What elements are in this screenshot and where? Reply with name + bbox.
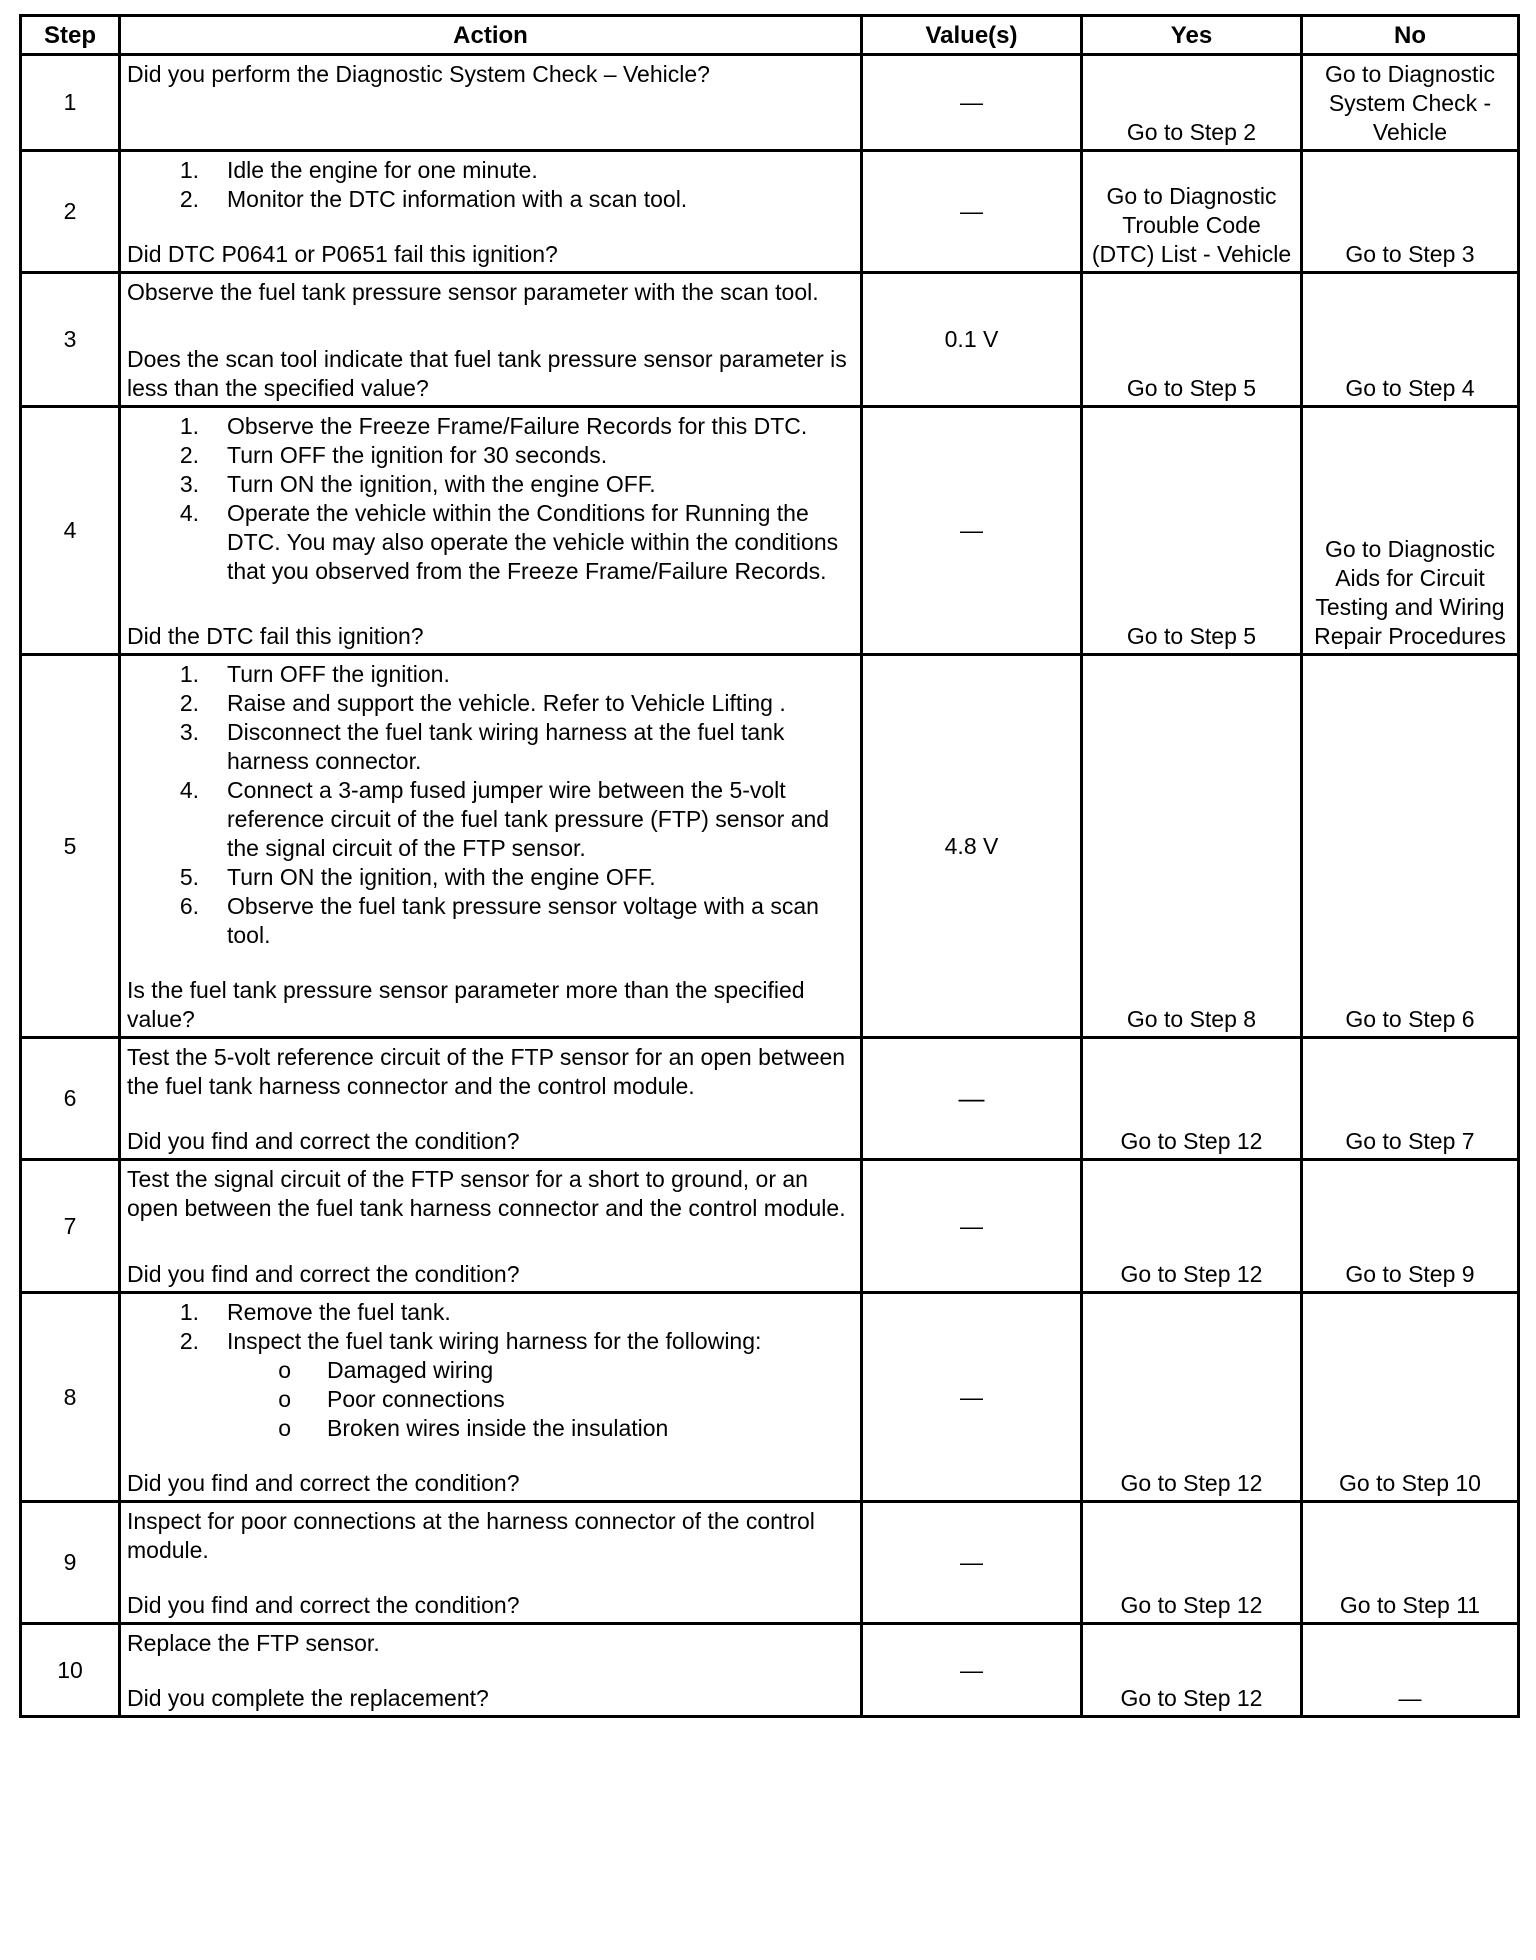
table-row <box>21 273 1519 407</box>
action-intro: Test the signal circuit of the FTP sensor for a short to ground, or an open between the fuel tank harness connector and the control module. <box>127 1166 846 1221</box>
header-action: Action <box>120 16 862 55</box>
value-cell: 0.1 V <box>862 273 1082 407</box>
no-text: Go to Step 4 <box>1345 375 1475 401</box>
no-cell <box>1302 151 1519 273</box>
action-cell <box>120 273 862 407</box>
procedure-item: 2. Inspect the fuel tank wiring harness for the following: <box>179 1328 762 1354</box>
procedure-item: 2. Turn OFF the ignition for 30 seconds. <box>179 442 608 468</box>
procedure-item: 1. Turn OFF the ignition. <box>179 661 450 687</box>
value-cell: — <box>862 1038 1082 1160</box>
value-cell: — <box>862 151 1082 273</box>
action-cell <box>120 1038 862 1160</box>
step-number: 9 <box>21 1502 120 1624</box>
sublist-item: o Poor connections <box>278 1386 505 1412</box>
yes-cell <box>1082 407 1302 655</box>
yes-cell <box>1082 1624 1302 1717</box>
action-intro: Observe the fuel tank pressure sensor parameter with the scan tool. <box>127 279 819 305</box>
action-cell <box>120 1502 862 1624</box>
yes-text: Go to Step 8 <box>1126 1006 1257 1032</box>
action-cell <box>120 1160 862 1293</box>
yes-cell <box>1082 55 1302 151</box>
procedure-list <box>127 156 854 214</box>
no-cell <box>1302 1624 1519 1717</box>
step-number: 7 <box>21 1160 120 1293</box>
value-cell: — <box>862 1502 1082 1624</box>
no-cell <box>1302 55 1519 151</box>
yes-text: Go to Step 12 <box>1120 1261 1263 1287</box>
no-text: Go to Step 6 <box>1345 1006 1475 1032</box>
value-cell: 4.8 V <box>862 655 1082 1038</box>
yes-text: Go to Step 12 <box>1120 1685 1263 1711</box>
yes-cell <box>1082 1160 1302 1293</box>
action-question: Does the scan tool indicate that fuel tank pressure sensor parameter is less than the specified value? <box>127 346 847 401</box>
step-number: 2 <box>21 151 120 273</box>
procedure-item: 3. Disconnect the fuel tank wiring harness at the fuel tank harness connector. <box>179 719 785 774</box>
step-number: 10 <box>21 1624 120 1717</box>
no-cell <box>1302 1038 1519 1160</box>
no-cell <box>1302 1160 1519 1293</box>
action-cell <box>120 1624 862 1717</box>
yes-cell <box>1082 655 1302 1038</box>
action-cell <box>120 407 862 655</box>
action-question: Did you find and correct the condition? <box>127 1128 520 1154</box>
no-text: Go to Step 7 <box>1345 1128 1475 1154</box>
procedure-list <box>127 660 854 950</box>
header-step: Step <box>21 16 120 55</box>
step-number: 3 <box>21 273 120 407</box>
yes-cell <box>1082 1293 1302 1502</box>
action-intro: Did you perform the Diagnostic System Check – Vehicle? <box>127 61 710 87</box>
yes-text: Go to Diagnostic Trouble Code (DTC) List - Vehicle <box>1091 183 1292 267</box>
no-text: Go to Step 9 <box>1345 1261 1475 1287</box>
procedure-list <box>127 1298 854 1356</box>
no-cell <box>1302 655 1519 1038</box>
inspection-sublist <box>127 1356 854 1443</box>
procedure-item: 2. Raise and support the vehicle. Refer to Vehicle Lifting . <box>179 690 786 716</box>
sublist-item: o Broken wires inside the insulation <box>278 1415 669 1441</box>
yes-cell <box>1082 273 1302 407</box>
yes-cell <box>1082 1502 1302 1624</box>
no-text: Go to Step 11 <box>1339 1592 1481 1618</box>
table-row <box>21 1038 1519 1160</box>
header-values: Value(s) <box>862 16 1082 55</box>
action-intro: Replace the FTP sensor. <box>127 1630 380 1656</box>
value-cell: — <box>862 1160 1082 1293</box>
no-text: — <box>1398 1685 1422 1711</box>
table-row <box>21 1624 1519 1717</box>
table-row <box>21 1160 1519 1293</box>
table-row <box>21 151 1519 273</box>
table-row <box>21 55 1519 151</box>
step-number: 1 <box>21 55 120 151</box>
action-question: Did DTC P0641 or P0651 fail this ignition? <box>127 241 558 267</box>
yes-text: Go to Step 2 <box>1126 119 1257 145</box>
step-number: 6 <box>21 1038 120 1160</box>
no-cell <box>1302 1502 1519 1624</box>
value-cell: — <box>862 55 1082 151</box>
action-cell <box>120 151 862 273</box>
value-cell: — <box>862 1624 1082 1717</box>
header-row <box>21 16 1519 55</box>
table-row <box>21 407 1519 655</box>
procedure-item: 1. Observe the Freeze Frame/Failure Records for this DTC. <box>179 413 808 439</box>
action-question: Did you find and correct the condition? <box>127 1261 520 1287</box>
procedure-item: 4. Connect a 3-amp fused jumper wire between the 5-volt reference circuit of the fuel tank pressure (FTP) sensor and the signal circuit of the FTP sensor. <box>179 777 830 861</box>
table-row <box>21 1293 1519 1502</box>
action-question: Did you complete the replacement? <box>127 1685 489 1711</box>
action-question: Did the DTC fail this ignition? <box>127 623 424 649</box>
yes-cell <box>1082 1038 1302 1160</box>
sublist-item: o Damaged wiring <box>278 1357 494 1383</box>
procedure-item: 5. Turn ON the ignition, with the engine OFF. <box>179 864 656 890</box>
no-cell <box>1302 273 1519 407</box>
yes-text: Go to Step 12 <box>1120 1128 1263 1154</box>
yes-text: Go to Step 12 <box>1120 1470 1263 1496</box>
yes-text: Go to Step 12 <box>1120 1592 1263 1618</box>
procedure-item: 4. Operate the vehicle within the Conditions for Running the DTC. You may also operate the vehicle within the conditions that you observed from the Freeze Frame/Failure Records. <box>179 500 839 584</box>
action-question: Did you find and correct the condition? <box>127 1592 520 1618</box>
action-question: Is the fuel tank pressure sensor parameter more than the specified value? <box>127 977 805 1032</box>
diagnostic-page <box>19 14 1517 1718</box>
procedure-item: 2. Monitor the DTC information with a scan tool. <box>179 186 688 212</box>
no-text: Go to Diagnostic System Check - Vehicle <box>1324 61 1496 145</box>
no-text: Go to Step 10 <box>1339 1470 1481 1496</box>
header-yes: Yes <box>1082 16 1302 55</box>
action-intro: Inspect for poor connections at the harness connector of the control module. <box>127 1508 815 1563</box>
step-number: 5 <box>21 655 120 1038</box>
step-number: 4 <box>21 407 120 655</box>
value-cell: — <box>862 407 1082 655</box>
yes-cell <box>1082 151 1302 273</box>
procedure-list <box>127 412 854 586</box>
table-row <box>21 1502 1519 1624</box>
yes-text: Go to Step 5 <box>1126 623 1257 649</box>
procedure-item: 1. Idle the engine for one minute. <box>179 157 538 183</box>
table-row <box>21 655 1519 1038</box>
action-cell <box>120 655 862 1038</box>
step-number: 8 <box>21 1293 120 1502</box>
no-text: Go to Step 3 <box>1345 241 1475 267</box>
action-intro: Test the 5-volt reference circuit of the FTP sensor for an open between the fuel tank harness connector and the control module. <box>127 1044 846 1099</box>
no-text: Go to Diagnostic Aids for Circuit Testing and Wiring Repair Procedures <box>1314 536 1506 649</box>
action-cell <box>120 55 862 151</box>
no-cell <box>1302 1293 1519 1502</box>
diagnostic-table <box>19 14 1520 1718</box>
no-cell <box>1302 407 1519 655</box>
header-no: No <box>1302 16 1519 55</box>
action-question: Did you find and correct the condition? <box>127 1470 520 1496</box>
procedure-item: 6. Observe the fuel tank pressure sensor voltage with a scan tool. <box>179 893 819 948</box>
action-cell <box>120 1293 862 1502</box>
yes-text: Go to Step 5 <box>1126 375 1257 401</box>
procedure-item: 1. Remove the fuel tank. <box>179 1299 451 1325</box>
procedure-item: 3. Turn ON the ignition, with the engine OFF. <box>179 471 656 497</box>
value-cell: — <box>862 1293 1082 1502</box>
